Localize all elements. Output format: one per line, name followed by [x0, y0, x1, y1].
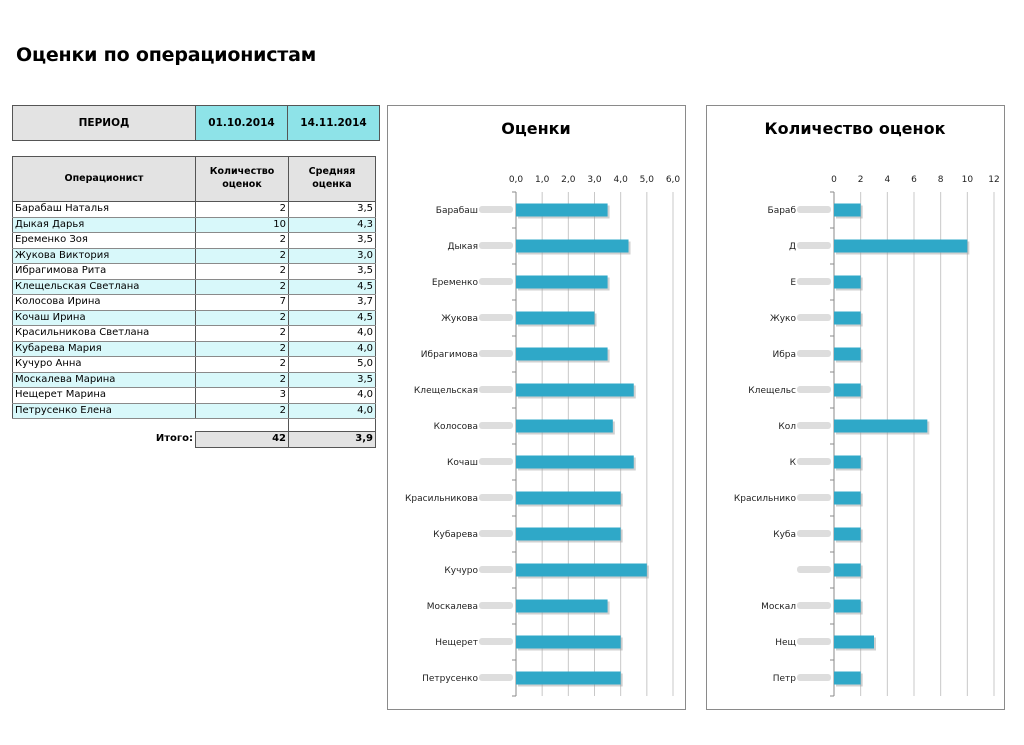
chart-title: Количество оценок	[764, 119, 946, 138]
table-row	[13, 326, 376, 342]
category-label: Колосова	[433, 422, 478, 432]
bar	[516, 312, 595, 325]
blurred-label-region	[479, 566, 513, 573]
table-row	[13, 202, 376, 218]
category-label: Петрусенко	[422, 674, 478, 684]
category-label: Красильнико	[733, 494, 796, 504]
column-header-average: Средняя оценка	[289, 157, 376, 202]
blurred-label-region	[479, 458, 513, 465]
operator-name: Кочаш Ирина	[13, 310, 196, 326]
total-count: 42	[196, 432, 289, 448]
category-label: Кочаш	[447, 458, 478, 468]
operator-name: Кубарева Мария	[13, 341, 196, 357]
x-tick-label: 6,0	[665, 175, 681, 185]
operator-name: Колосова Ирина	[13, 295, 196, 311]
page-title: Оценки по операционистам	[16, 44, 317, 66]
table-row	[13, 372, 376, 388]
period-date-from[interactable]: 01.10.2014	[196, 106, 288, 141]
x-tick-label: 10	[961, 175, 974, 185]
bar	[516, 636, 621, 649]
blurred-label-region	[479, 242, 513, 249]
category-label: К	[789, 458, 796, 468]
blurred-label-region	[797, 674, 831, 681]
category-label: Ибрагимова	[420, 350, 478, 360]
rating-count: 3	[196, 388, 289, 404]
table-row	[13, 388, 376, 404]
average-rating: 3,5	[289, 233, 376, 249]
rating-count: 2	[196, 403, 289, 419]
operator-name: Жукова Виктория	[13, 248, 196, 264]
bar	[516, 564, 647, 577]
x-tick-label: 4	[884, 175, 891, 185]
blurred-label-region	[797, 314, 831, 321]
average-rating: 4,0	[289, 326, 376, 342]
blurred-label-region	[797, 602, 831, 609]
category-label: Барабаш	[435, 206, 478, 216]
blurred-label-region	[479, 278, 513, 285]
bar	[516, 204, 608, 217]
total-average: 3,9	[289, 432, 376, 448]
bar	[834, 600, 861, 613]
category-label: Нещ	[775, 638, 796, 648]
ratings-chart-svg	[388, 106, 685, 709]
operator-name: Кучуро Анна	[13, 357, 196, 373]
bar	[516, 456, 634, 469]
rating-count: 2	[196, 357, 289, 373]
ratings-chart	[387, 105, 686, 710]
blurred-label-region	[797, 530, 831, 537]
chart-title: Оценки	[501, 119, 571, 138]
blurred-label-region	[797, 350, 831, 357]
blurred-label-region	[479, 638, 513, 645]
operator-name: Дыкая Дарья	[13, 217, 196, 233]
average-rating: 4,5	[289, 279, 376, 295]
period-table	[12, 105, 380, 141]
category-label: Кол	[778, 422, 796, 432]
blurred-label-region	[479, 350, 513, 357]
x-tick-label: 3,0	[587, 175, 602, 185]
bar	[834, 420, 927, 433]
column-header-operator: Операционист	[13, 157, 196, 202]
bar	[834, 492, 861, 505]
bar	[834, 636, 874, 649]
category-label: Петр	[772, 674, 796, 684]
blurred-label-region	[479, 602, 513, 609]
average-rating: 4,0	[289, 388, 376, 404]
category-label: Жуко	[770, 314, 796, 324]
category-label: Москалева	[426, 602, 478, 612]
operator-name: Нещерет Марина	[13, 388, 196, 404]
bar	[834, 564, 861, 577]
category-label: Клещельс	[748, 386, 796, 396]
bar	[516, 492, 621, 505]
category-label: Кучуро	[444, 566, 478, 576]
x-tick-label: 2	[857, 175, 864, 185]
operator-name: Еременко Зоя	[13, 233, 196, 249]
average-rating: 4,0	[289, 341, 376, 357]
count-chart	[706, 105, 1005, 710]
blurred-label-region	[797, 458, 831, 465]
bar	[516, 600, 608, 613]
category-label: Ибра	[772, 350, 796, 360]
category-label: Москал	[761, 602, 796, 612]
rating-count: 2	[196, 372, 289, 388]
average-rating: 4,0	[289, 403, 376, 419]
blurred-label-region	[797, 206, 831, 213]
x-tick-label: 8	[937, 175, 944, 185]
average-rating: 4,3	[289, 217, 376, 233]
category-label: Е	[790, 278, 796, 288]
table-total-row	[13, 432, 376, 448]
blurred-label-region	[797, 638, 831, 645]
table-row	[13, 310, 376, 326]
category-label: Д	[788, 242, 796, 252]
x-tick-label: 0	[831, 175, 837, 185]
x-tick-label: 4,0	[613, 175, 628, 185]
x-tick-label: 5,0	[639, 175, 654, 185]
rating-count: 2	[196, 248, 289, 264]
bar	[516, 348, 608, 361]
blurred-label-region	[479, 530, 513, 537]
table-row	[13, 264, 376, 280]
table-row	[13, 341, 376, 357]
table-body	[13, 202, 376, 448]
rating-count: 2	[196, 310, 289, 326]
category-label: Бараб	[767, 206, 796, 216]
category-label: Клещельская	[413, 386, 478, 396]
average-rating: 3,0	[289, 248, 376, 264]
bar	[834, 276, 861, 289]
rating-count: 2	[196, 233, 289, 249]
average-rating: 3,5	[289, 372, 376, 388]
table-row	[13, 357, 376, 373]
bar	[834, 672, 861, 685]
blurred-label-region	[797, 422, 831, 429]
operator-name: Ибрагимова Рита	[13, 264, 196, 280]
category-label: Жукова	[441, 314, 478, 324]
bar	[516, 528, 621, 541]
bar	[834, 240, 967, 253]
bar	[516, 384, 634, 397]
operator-name: Клещельская Светлана	[13, 279, 196, 295]
rating-count: 2	[196, 279, 289, 295]
rating-count: 2	[196, 341, 289, 357]
blurred-label-region	[797, 494, 831, 501]
blurred-label-region	[479, 314, 513, 321]
bar	[516, 276, 608, 289]
blurred-label-region	[479, 386, 513, 393]
blurred-label-region	[479, 422, 513, 429]
operator-name: Красильникова Светлана	[13, 326, 196, 342]
table-row	[13, 295, 376, 311]
rating-count: 2	[196, 326, 289, 342]
operator-name: Барабаш Наталья	[13, 202, 196, 218]
blurred-label-region	[479, 206, 513, 213]
rating-count: 2	[196, 264, 289, 280]
bar	[834, 456, 861, 469]
count-chart-svg	[707, 106, 1004, 709]
rating-count: 2	[196, 202, 289, 218]
table-row	[13, 217, 376, 233]
category-label: Красильникова	[405, 494, 478, 504]
average-rating: 3,5	[289, 264, 376, 280]
average-rating: 3,7	[289, 295, 376, 311]
bar	[516, 240, 629, 253]
blurred-label-region	[479, 674, 513, 681]
period-date-to[interactable]: 14.11.2014	[288, 106, 380, 141]
blurred-label-region	[797, 278, 831, 285]
bar	[834, 204, 861, 217]
bar	[834, 384, 861, 397]
column-header-count: Количество оценок	[196, 157, 289, 202]
x-tick-label: 6	[911, 175, 917, 185]
average-rating: 5,0	[289, 357, 376, 373]
category-label: Нещерет	[435, 638, 478, 648]
blurred-label-region	[797, 242, 831, 249]
category-label: Еременко	[431, 278, 478, 288]
blurred-label-region	[797, 566, 831, 573]
x-tick-label: 0,0	[508, 175, 524, 185]
x-tick-label: 1,0	[535, 175, 550, 185]
table-row	[13, 279, 376, 295]
operator-name: Москалева Марина	[13, 372, 196, 388]
average-rating: 3,5	[289, 202, 376, 218]
bar	[834, 348, 861, 361]
blurred-label-region	[479, 494, 513, 501]
operator-name: Петрусенко Елена	[13, 403, 196, 419]
bar	[834, 528, 861, 541]
total-label: Итого:	[13, 432, 196, 448]
category-label: Кубарева	[433, 530, 478, 540]
table-spacer-row	[13, 419, 376, 432]
table-row	[13, 403, 376, 419]
table-row	[13, 233, 376, 249]
category-label: Дыкая	[447, 242, 478, 252]
x-tick-label: 12	[988, 175, 1000, 185]
category-label: Куба	[773, 530, 796, 540]
table-row	[13, 248, 376, 264]
blurred-label-region	[797, 386, 831, 393]
bar	[834, 312, 861, 325]
bar	[516, 672, 621, 685]
average-rating: 4,5	[289, 310, 376, 326]
x-tick-label: 2,0	[561, 175, 576, 185]
operators-table	[12, 156, 376, 448]
period-label: ПЕРИОД	[13, 106, 196, 141]
rating-count: 7	[196, 295, 289, 311]
bar	[516, 420, 613, 433]
rating-count: 10	[196, 217, 289, 233]
